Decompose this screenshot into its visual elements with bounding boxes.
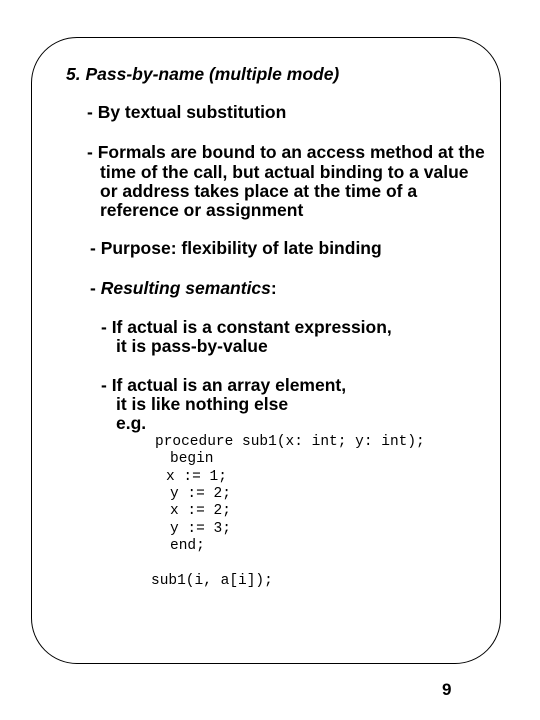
sub-bullet-constant-line-1: - If actual is a constant expression,	[101, 317, 392, 337]
code-line-call: sub1(i, a[i]);	[151, 573, 273, 589]
code-line-procedure: procedure sub1(x: int; y: int);	[155, 434, 425, 450]
bullet-suffix: :	[270, 278, 277, 298]
bullet-formals-line-1: - Formals are bound to an access method at the	[87, 142, 485, 162]
sub-bullet-array-line-2: it is like nothing else	[116, 394, 289, 414]
bullet-purpose: - Purpose: flexibility of late binding	[90, 238, 382, 258]
sub-bullet-constant-line-2: it is pass-by-value	[116, 336, 268, 356]
page-number: 9	[442, 680, 452, 699]
code-line-x-1: x := 1;	[166, 469, 227, 485]
sub-bullet-array-eg: e.g.	[116, 413, 147, 433]
resulting-semantics-label: Resulting semantics	[100, 278, 271, 298]
slide-title: 5. Pass-by-name (multiple mode)	[66, 64, 340, 84]
bullet-textual-substitution: - By textual substitution	[87, 102, 287, 122]
code-line-x-2: x := 2;	[170, 503, 231, 519]
code-line-y-2: y := 2;	[170, 486, 231, 502]
bullet-formals-line-2: time of the call, but actual binding to a value	[100, 162, 469, 182]
code-line-y-3: y := 3;	[170, 521, 231, 537]
code-line-end: end;	[170, 538, 205, 554]
sub-bullet-array-line-1: - If actual is an array element,	[101, 375, 347, 395]
bullet-resulting-semantics	[90, 278, 277, 298]
bullet-prefix: -	[90, 278, 101, 298]
bullet-formals-line-3: or address takes place at the time of a	[100, 181, 418, 201]
code-line-begin: begin	[170, 451, 214, 467]
bullet-formals-line-4: reference or assignment	[100, 200, 304, 220]
